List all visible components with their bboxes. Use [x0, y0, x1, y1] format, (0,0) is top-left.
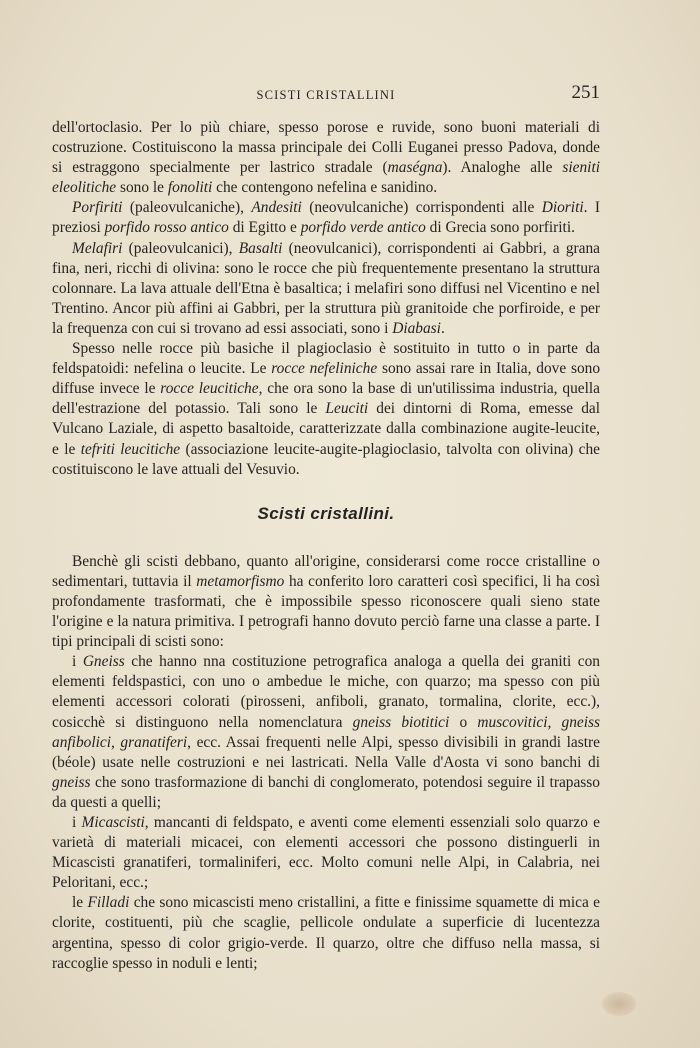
paragraph [52, 339, 600, 480]
italic-term: gneiss biotitici [352, 713, 450, 731]
italic-term: muscovitici, gneiss anfibolici, granatiferi [52, 713, 601, 751]
text-run: di Egitto e [228, 219, 301, 237]
running-head: SCISTI CRISTALLINI [256, 88, 396, 102]
text-run: ha conferito loro caratteri così specifici, li ha così profondamente trasformati, che è impossibile spesso riconoscere quali sieno state l'origine e la natura primitiva. I petrografi hanno dovuto perciò farne una classe a parte. I tipi principali di scisti sono: [52, 572, 600, 651]
paragraph [52, 552, 600, 652]
italic-term: porfido rosso antico [104, 219, 229, 237]
text-run: (neovulcanici), corrispondenti ai Gabbri, a grana fina, neri, ricchi di olivina: sono le rocce che più frequentemente presentano la struttura colonnare. La lava attuale dell'Etna è basaltica; i melafiri sono diffusi nel Vicentino e nel Trentino. Ancor più affini ai Gabbri, per la struttura più granitoide che porfiroide, e per la frequenza con cui si trovano ad essi associati, sono i [52, 239, 600, 337]
text-run: o [449, 713, 478, 731]
text-run: i [72, 814, 82, 831]
text-run: che sono trasformazione di banchi di conglomerato, potendosi seguire il trapasso da questi a quelli; [52, 773, 600, 811]
text-run: sono assai rare in Italia, dove sono diffuse invece le [52, 360, 601, 398]
paper-stain [602, 992, 636, 1016]
italic-term: sieniti eleolitiche [52, 159, 600, 197]
text-run: (associazione leucite-augite-plagioclasio, talvolta con olivina) che costituiscono le lave attuali del Vesuvio. [52, 440, 600, 478]
italic-term: Leuciti [325, 400, 369, 418]
paragraph [52, 813, 600, 893]
text-run: che contengono nefelina e sanidino. [212, 179, 438, 197]
italic-term: maségna [387, 159, 443, 177]
section-title: Scisti cristallini. [257, 503, 395, 523]
italic-term: porfido verde antico [300, 219, 426, 237]
text-run: (paleovulcanici), [122, 239, 239, 257]
italic-term: Gneiss [82, 653, 125, 671]
paragraph [52, 239, 600, 339]
italic-term: Micascisti [81, 814, 145, 831]
text-run: . I preziosi [52, 199, 601, 237]
text-run: le [72, 894, 88, 912]
text-run: i [72, 653, 83, 671]
italic-term: Dioriti [541, 199, 584, 217]
italic-term: Basalti [238, 239, 283, 257]
paragraph [52, 652, 600, 813]
italic-term: rocce leucitiche [160, 380, 259, 398]
text-run: Benchè gli scisti debbano, quanto all'origine, considerarsi come rocce cristalline o sedimentari, tuttavia il [52, 552, 600, 590]
text-run: , ecc. Assai frequenti nelle Alpi, spesso divisibili in grandi lastre (béole) usate nelle costruzioni e nei lastricati. Nella Valle d'Aosta vi sono banchi di [52, 733, 600, 771]
italic-term: fonoliti [167, 179, 213, 197]
body-text [52, 118, 600, 974]
italic-term: Andesiti [251, 199, 302, 217]
italic-term: Diabasi [392, 319, 441, 337]
paragraph [52, 118, 600, 198]
italic-term: Filladi [87, 894, 130, 912]
text-run: (paleovulcaniche), [122, 199, 252, 217]
text-run: , che ora sono la base di un'utilissima industria, quella dell'estrazione del potassio. Tali sono le [52, 380, 600, 418]
page-number: 251 [571, 82, 600, 103]
italic-term: metamorfismo [196, 572, 285, 590]
text-run: che sono micascisti meno cristallini, a fitte e finissime squamette di mica e clorite, costituenti, più che scaglie, pellicole ondulate a superficie di lucentezza argentina, spesso di color grigio-verde. Il quarzo, oltre che diffuso nella massa, si raccoglie spesso in noduli e lenti; [52, 894, 600, 972]
italic-term: tefriti leucitiche [80, 440, 181, 458]
text-run: . [440, 319, 445, 337]
italic-term: gneiss [52, 773, 91, 791]
paragraph [52, 198, 600, 238]
paragraph [52, 893, 600, 973]
italic-term: Porfiriti [72, 199, 123, 217]
text-run: ). Analoghe alle [442, 159, 563, 177]
italic-term: Melafiri [72, 239, 123, 257]
text-run: che hanno nna costituzione petrografica analoga a quella dei graniti con elementi feldspastici, con uno o ambedue le miche, con quarzo; ma spesso con più elementi accessori colorati (pirosseni, anfiboli, granato, tormalina, clorite, ecc.), cosicchè si distinguono nella nomenclatura [52, 653, 600, 731]
text-run: dei dintorni di Roma, emesse dal Vulcano Laziale, di aspetto basaltoide, caratterizzate dalla combinazione augite-leucite, e le [52, 400, 601, 458]
text-run: (neovulcaniche) corrispondenti alle [301, 199, 542, 217]
text-run: , mancanti di feldspato, e aventi come elementi essenziali solo quarzo e varietà di materiali micacei, con elementi accessori che possono distinguerli in Micascisti granatiferi, tormaliniferi, ecc. Molto comuni nelle Alpi, in Calabria, nei Peloritani, ecc.; [52, 814, 600, 892]
text-run: dell'ortoclasio. Per lo più chiare, spesso porose e ruvide, sono buoni materiali di costruzione. Costituiscono la massa principale dei Colli Euganei presso Padova, donde si estraggono specialmente per lastrico stradale ( [52, 119, 600, 177]
text-run: di Grecia sono porfiriti. [425, 219, 575, 237]
text-run: sono le [116, 179, 168, 197]
page-header [52, 82, 600, 108]
text-run: Spesso nelle rocce più basiche il plagioclasio è sostituito in tutto o in parte da feldspatoidi: nefelina o leucite. Le [52, 340, 600, 378]
italic-term: rocce nefeliniche [271, 360, 378, 378]
